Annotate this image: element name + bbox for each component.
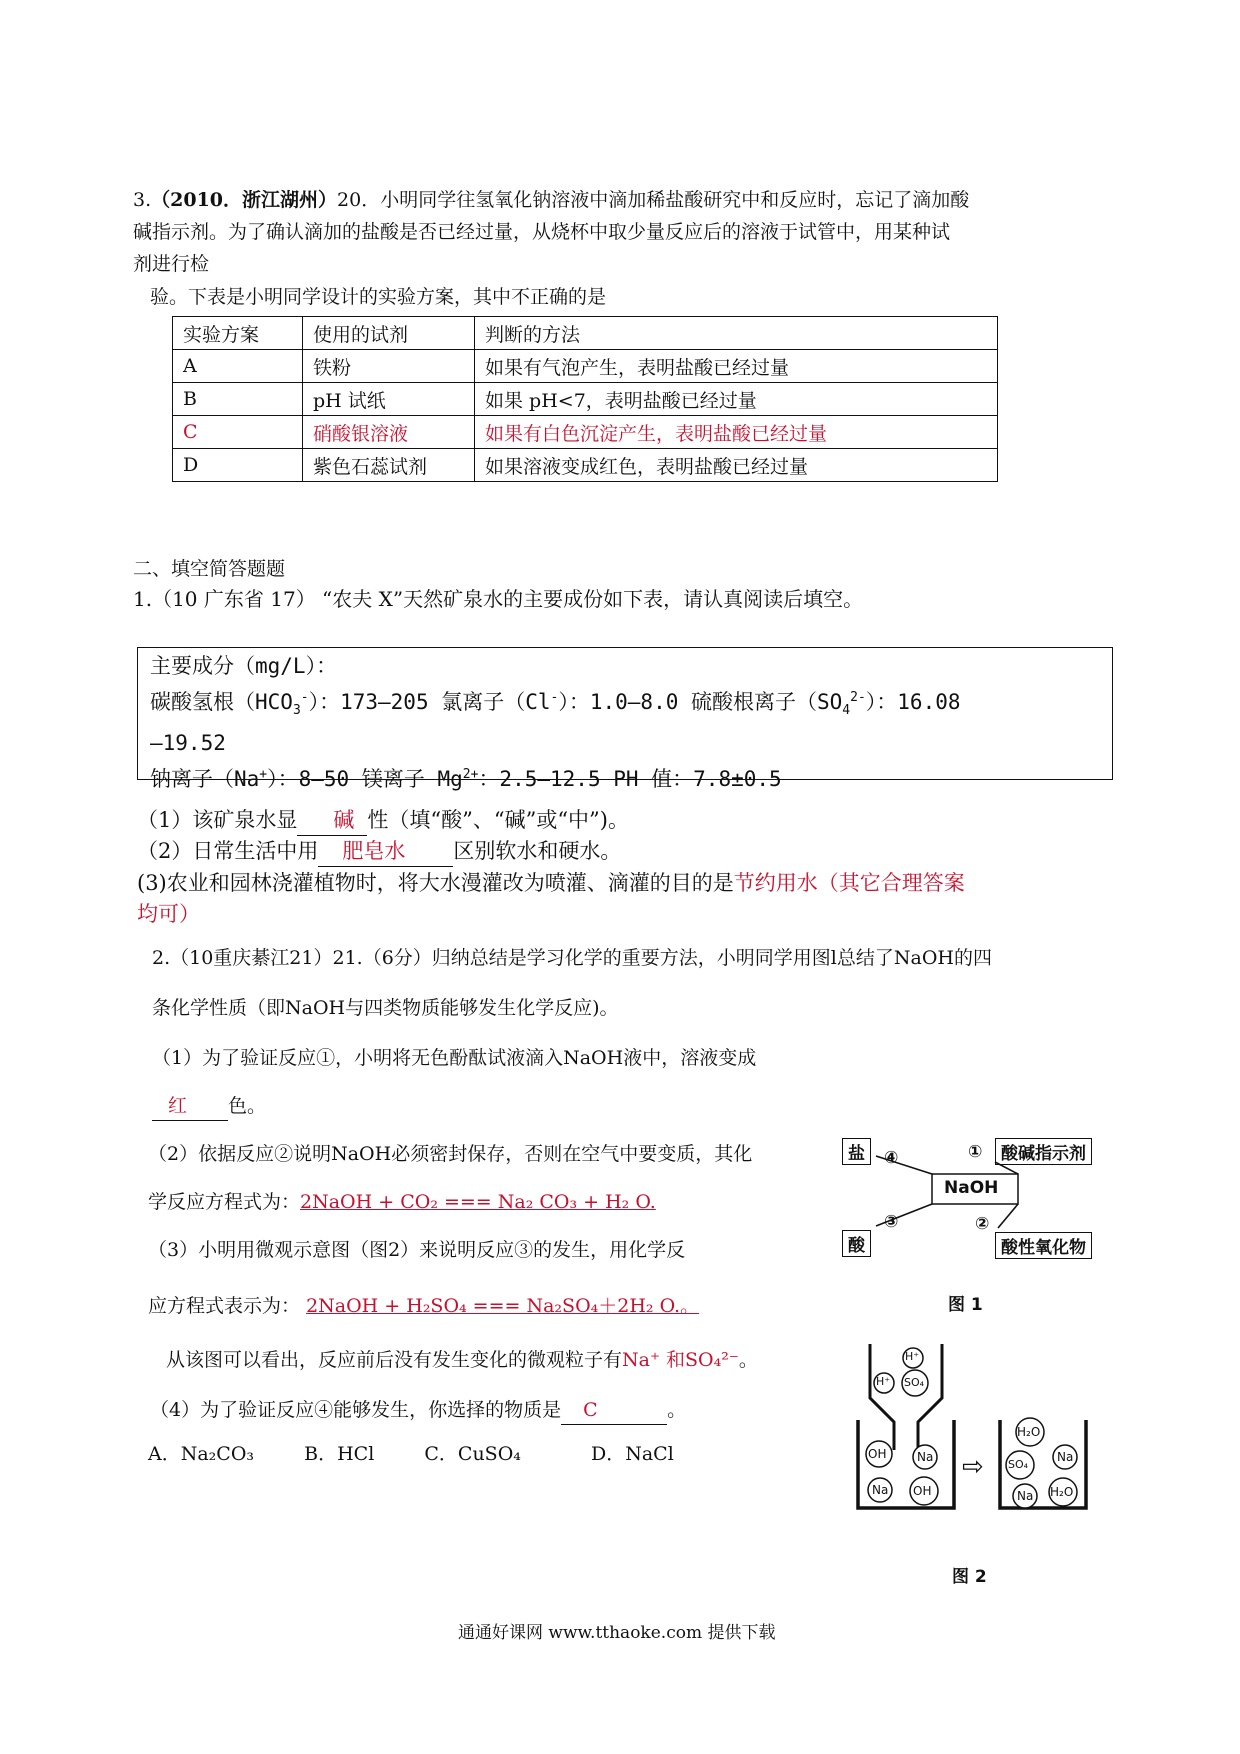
table-header-cell: 实验方案	[173, 317, 303, 350]
figure-1	[840, 1134, 1130, 1284]
fig2-na-4: Na	[1017, 1489, 1034, 1503]
fig1-indicator: 酸碱指示剂	[995, 1138, 1092, 1165]
option-a: A．Na₂CO₃	[148, 1443, 255, 1465]
page-footer: 通通好课网 www.tthaoke.com 提供下载	[458, 1623, 776, 1643]
q3-line4: 验。下表是小明同学设计的实验方案，其中不正确的是	[150, 286, 607, 308]
table-cell: pH 试纸	[303, 383, 475, 416]
table-header-cell: 使用的试剂	[303, 317, 475, 350]
q2-stem-a: 2.（10重庆綦江21）21.（6分）归纳总结是学习化学的重要方法，小明同学用图l总结了NaOH的四	[152, 947, 992, 969]
table-row	[173, 383, 998, 416]
table-row	[173, 449, 998, 482]
fig2-h: H⁺	[876, 1375, 891, 1388]
fig2-h2o-1: H₂O	[1017, 1425, 1041, 1439]
q2-part2: （2）依据反应②说明NaOH必须密封保存，否则在空气中要变质，其化	[148, 1143, 753, 1165]
table-row-answer	[173, 416, 998, 449]
q1-part3: (3)农业和园林浇灌植物时，将大水漫灌改为喷灌、滴灌的目的是节约用水（其它合理答案	[137, 871, 965, 895]
q1-part2: （2）日常生活中用 肥皂水 区别软水和硬水。	[137, 836, 621, 867]
option-d: D．NaCl	[591, 1443, 674, 1465]
fig2-oh-1: OH	[868, 1447, 887, 1461]
q3-line2: 碱指示剂。为了确认滴加的盐酸是否已经过量，从烧杯中取少量反应后的溶液于试管中，用某种试	[133, 221, 951, 243]
option-b: B．HCl	[304, 1443, 375, 1465]
section-heading: 二、填空简答题题	[133, 558, 286, 580]
table-cell: C	[173, 416, 303, 449]
box-line2: 碳酸氢根$(HCO_3^-)$：173—205 氯离子（Cl-）：1.0—8.0 硫酸根离子$(SO_4^{2-})$：16.08	[150, 690, 961, 719]
figure-2	[850, 1340, 1095, 1510]
table-cell: 如果有气泡产生，表明盐酸已经过量	[475, 350, 998, 383]
q1-part3-cont: 均可）	[137, 902, 200, 926]
fig1-n4: ④	[884, 1148, 899, 1168]
fig2-oh-2: OH	[913, 1484, 932, 1498]
q3-line3: 剂进行检	[133, 253, 210, 275]
fig2-na-3: Na	[1057, 1450, 1074, 1464]
answer-soap-water: 肥皂水	[342, 839, 406, 863]
option-c: C．CuSO₄	[424, 1443, 521, 1465]
fig2-h-top: H⁺	[905, 1350, 920, 1363]
table-header-cell: 判断的方法	[475, 317, 998, 350]
fig1-caption: 图 1	[948, 1295, 983, 1315]
fig2-h2o-2: H₂O	[1050, 1485, 1074, 1499]
equation-h2so4: 2NaOH + H₂SO₄ === Na₂SO₄＋2H₂ O.。	[306, 1295, 700, 1317]
q3-line1: 3.（2010．浙江湖州）20．小明同学往氢氧化钠溶液中滴加稀盐酸研究中和反应时，忘记了滴加酸	[133, 189, 970, 211]
fig2-so4: SO₄	[904, 1376, 925, 1389]
answer-red: 红	[168, 1095, 188, 1117]
q2-part4: （4）为了验证反应④能够发生，你选择的物质是 C 。	[150, 1396, 686, 1425]
fig1-n3: ③	[884, 1212, 899, 1232]
q1-part1: （1）该矿泉水显 碱 性（填“酸”、“碱”或“中”)。	[137, 805, 629, 836]
table-header-row	[173, 317, 998, 350]
table-cell: D	[173, 449, 303, 482]
fig1-oxide: 酸性氧化物	[995, 1232, 1092, 1259]
answer-c: C	[583, 1399, 598, 1421]
box-line3: —19.52	[150, 731, 226, 756]
q2-part3: （3）小明用微观示意图（图2）来说明反应③的发生，用化学反	[148, 1239, 686, 1261]
fig1-salt: 盐	[842, 1138, 871, 1165]
fig1-n1: ①	[968, 1142, 983, 1162]
table-cell: 如果 pH<7，表明盐酸已经过量	[475, 383, 998, 416]
q3-table	[172, 316, 998, 482]
answer-save-water: 节约用水（其它合理答案	[733, 871, 965, 895]
box-line4: 钠离子（Na+）：8—50 镁离子 $Mg^{2+}$：2.5—12.5 PH 值：7.8±0.5	[150, 767, 782, 792]
answer-alkaline: 碱	[333, 808, 355, 832]
mineral-water-box	[137, 647, 1113, 792]
table-cell: 硝酸银溶液	[303, 416, 475, 449]
table-cell: 如果有白色沉淀产生，表明盐酸已经过量	[475, 416, 998, 449]
fig1-acid: 酸	[842, 1230, 871, 1257]
fig2-na-2: Na	[872, 1483, 889, 1497]
q1-stem: 1.（10 广东省 17） “农夫 X”天然矿泉水的主要成份如下表，请认真阅读后填空。	[133, 587, 864, 611]
table-cell: 铁粉	[303, 350, 475, 383]
fig1-n2: ②	[975, 1214, 990, 1234]
fig2-arrow-icon: ⇨	[962, 1452, 984, 1482]
q2-part2-eq-line: 学反应方程式为：2NaOH + CO₂ === Na₂ CO₃ + H₂ O.	[148, 1191, 656, 1213]
q2-part3-eq-line: 应方程式表示为： 2NaOH + H₂SO₄ === Na₂SO₄＋2H₂ O.。	[148, 1295, 700, 1317]
answer-particles: Na⁺ 和SO₄²⁻	[622, 1349, 739, 1371]
table-cell: 紫色石蕊试剂	[303, 449, 475, 482]
q2-options	[148, 1440, 674, 1468]
table-cell: A	[173, 350, 303, 383]
table-row	[173, 350, 998, 383]
table-cell: B	[173, 383, 303, 416]
q2-part3-particles: 从该图可以看出，反应前后没有发生变化的微观粒子有Na⁺ 和SO₄²⁻。	[166, 1349, 758, 1371]
box-line1: 主要成分（mg/L）：	[150, 654, 338, 678]
q2-part1: （1）为了验证反应①，小明将无色酚酞试液滴入NaOH液中，溶液变成	[152, 1047, 757, 1069]
q2-stem-b: 条化学性质（即NaOH与四类物质能够发生化学反应)。	[152, 997, 619, 1019]
fig1-naoh: NaOH	[944, 1178, 999, 1198]
fig2-so4-2: SO₄	[1008, 1458, 1029, 1471]
q2-part1-answer: 红 色。	[152, 1092, 266, 1121]
fig2-na-1: Na	[917, 1450, 934, 1464]
fig2-caption: 图 2	[952, 1567, 987, 1587]
equation-co2: 2NaOH + CO₂ === Na₂ CO₃ + H₂ O.	[300, 1191, 656, 1213]
table-cell: 如果溶液变成红色，表明盐酸已经过量	[475, 449, 998, 482]
